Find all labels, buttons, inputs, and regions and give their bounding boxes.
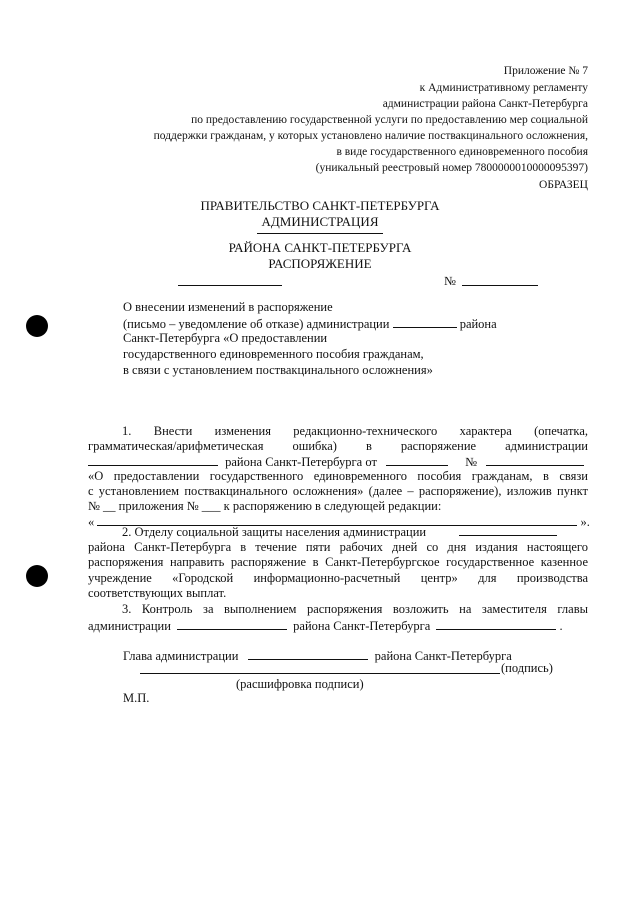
body-text: 2. Отделу социальной защиты населения администрации xyxy=(122,525,427,539)
body-text: района Санкт-Петербурга от xyxy=(225,455,377,469)
number-blank xyxy=(462,285,538,286)
body-text: района Санкт-Петербурга xyxy=(293,619,431,633)
district-name-blank xyxy=(393,316,457,328)
header-line: в виде государственного единовременного пособия xyxy=(336,146,588,158)
body-line xyxy=(88,454,588,470)
subject-text: (письмо – уведомление об отказе) администрации xyxy=(123,317,390,331)
body-line: учреждение «Городской информационно-расчетный центр» для производства xyxy=(88,571,588,585)
body-line xyxy=(122,524,588,540)
header-line: (уникальный реестровый номер 7800000010000095397) xyxy=(315,162,588,174)
district-blank xyxy=(257,233,383,234)
body-line: соответствующих выплат. xyxy=(88,586,227,600)
punch-hole-top xyxy=(26,315,48,337)
body-text: « xyxy=(88,515,95,529)
subject-line: государственного единовременного пособия гражданам, xyxy=(123,347,424,361)
deputy-name-blank xyxy=(436,618,556,630)
subject-text: района xyxy=(459,317,497,331)
body-text: Глава администрации xyxy=(123,649,239,663)
subject-line xyxy=(123,316,497,332)
body-text: № xyxy=(465,455,478,469)
district-blank-inline xyxy=(248,648,368,660)
body-line: 3. Контроль за выполнением распоряжения возложить на заместителя главы xyxy=(122,602,588,616)
body-line: 1. Внести изменения редакционно-технического характера (опечатка, xyxy=(122,424,588,438)
subject-line: Санкт-Петербурга «О предоставлении xyxy=(123,331,328,345)
signature-decode-label: (расшифровка подписи) xyxy=(236,677,364,691)
number-sign: № xyxy=(444,274,456,288)
district-title: РАЙОНА САНКТ-ПЕТЕРБУРГА xyxy=(228,240,412,255)
body-line: № __ приложения № ___ к распоряжению в следующей редакции: xyxy=(88,499,442,513)
subject-line: в связи с установлением поствакцинального осложнения» xyxy=(123,363,433,377)
body-text: администрации xyxy=(88,619,171,633)
government-title: ПРАВИТЕЛЬСТВО САНКТ-ПЕТЕРБУРГА xyxy=(200,198,440,213)
header-line: по предоставлению государственной услуги по предоставлению мер социальной xyxy=(191,114,588,126)
order-number-blank xyxy=(486,454,584,466)
header-line: поддержки гражданам, у которых установлено наличие поствакцинального осложнения, xyxy=(153,130,588,142)
district-blank-inline xyxy=(88,454,218,466)
body-text: района Санкт-Петербурга xyxy=(374,649,512,663)
body-text: ». xyxy=(580,515,590,529)
administration-title: АДМИНИСТРАЦИЯ xyxy=(261,214,379,229)
body-line: грамматическая/арифметическая ошибка) в распоряжение администрации xyxy=(88,439,588,453)
body-line: распоряжения направить распоряжение в Санкт-Петербургское государственное казенное xyxy=(88,555,588,569)
district-blank-inline xyxy=(459,524,557,536)
punch-hole-bottom xyxy=(26,565,48,587)
header-line: к Административному регламенту xyxy=(419,82,588,94)
body-line: района Санкт-Петербурга в течение пяти рабочих дней со дня издания настоящего xyxy=(88,540,588,554)
body-line: с установлением поствакцинального осложнения» (далее – распоряжение), изложив пункт xyxy=(88,484,588,498)
body-line: «О предоставлении государственного единовременного пособия гражданам, в связи xyxy=(88,469,588,483)
signature-line xyxy=(140,673,500,674)
body-text: . xyxy=(559,619,563,633)
district-blank-inline xyxy=(177,618,287,630)
head-of-administration-line xyxy=(123,648,563,664)
order-date-blank xyxy=(386,454,448,466)
header-line: Приложение № 7 xyxy=(503,65,588,77)
subject-line: О внесении изменений в распоряжение xyxy=(123,300,333,314)
sample-label: ОБРАЗЕЦ xyxy=(539,179,588,191)
document-type: РАСПОРЯЖЕНИЕ xyxy=(268,256,372,271)
body-line xyxy=(88,618,588,634)
date-blank xyxy=(178,285,282,286)
header-line: администрации района Санкт-Петербурга xyxy=(382,98,588,110)
stamp-place: М.П. xyxy=(123,691,150,705)
signature-label: (подпись) xyxy=(501,661,553,675)
